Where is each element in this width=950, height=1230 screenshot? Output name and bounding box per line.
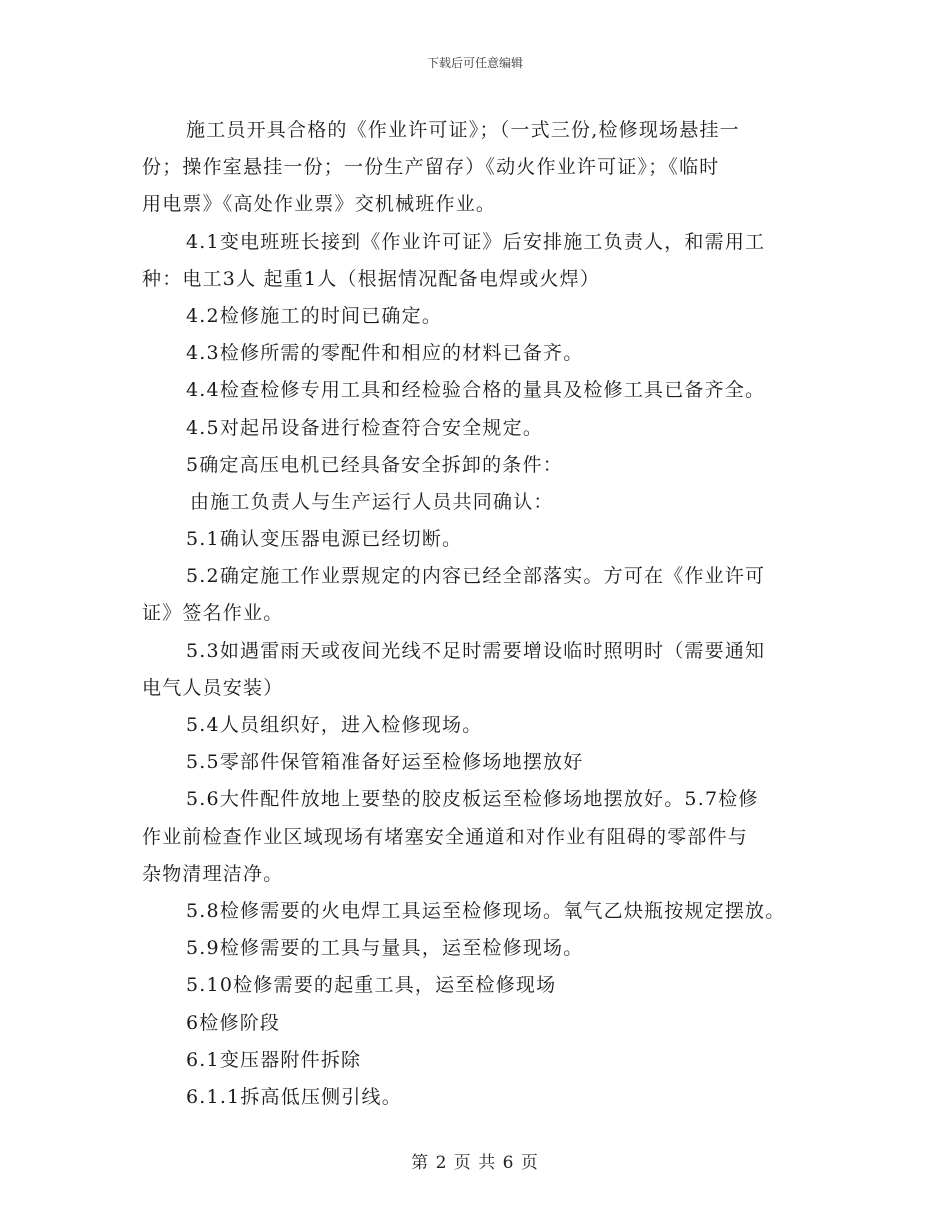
text-line: 6.1变压器附件拆除 xyxy=(186,1048,362,1071)
page-footer: 第 2 页 共 6 页 xyxy=(411,1153,539,1173)
text-line: 6检修阶段 xyxy=(186,1011,281,1034)
text-line: 4.3检修所需的零配件和相应的材料已备齐。 xyxy=(186,342,584,365)
text-line: 电气人员安装） xyxy=(142,676,284,699)
text-line: 5.6大件配件放地上要垫的胶皮板运至检修场地摆放好。5.7检修 xyxy=(186,788,759,811)
text-line: 由施工负责人与生产运行人员共同确认： xyxy=(190,490,554,513)
text-line: 5.9检修需要的工具与量具，运至检修现场。 xyxy=(186,937,584,960)
text-line: 用电票》《高处作业票》交机械班作业。 xyxy=(142,193,497,216)
text-line: 4.5对起吊设备进行检查符合安全规定。 xyxy=(186,416,544,439)
text-line: 作业前检查作业区域现场有堵塞安全通道和对作业有阻碍的零部件与 xyxy=(142,825,749,848)
text-line: 5.3如遇雷雨天或夜间光线不足时需要增设临时照明时（需要通知 xyxy=(186,639,766,662)
text-line: 5.8检修需要的火电焊工具运至检修现场。氧气乙炔瓶按规定摆放。 xyxy=(186,899,786,922)
text-line: 4.1变电班班长接到《作业许可证》后安排施工负责人，和需用工 xyxy=(186,230,766,253)
text-line: 证》签名作业。 xyxy=(142,602,284,625)
text-line: 5.1确认变压器电源已经切断。 xyxy=(186,528,463,551)
text-line: 5.10检修需要的起重工具，运至检修现场 xyxy=(186,974,557,997)
text-line: 施工员开具合格的《作业许可证》；（一式三份,检修现场悬挂一 xyxy=(186,119,740,141)
text-line: 5确定高压电机已经具备安全拆卸的条件： xyxy=(186,453,563,476)
text-line: 5.5零部件保管箱准备好运至检修场地摆放好 xyxy=(186,751,584,774)
text-line: 5.4人员组织好，进入检修现场。 xyxy=(186,714,483,736)
text-line: 6.1.1拆高低压侧引线。 xyxy=(186,1085,402,1108)
page-header: 下载后可任意编辑 xyxy=(426,56,523,70)
text-line: 杂物清理洁净。 xyxy=(142,862,284,885)
document-body xyxy=(142,112,822,1116)
text-line: 4.2检修施工的时间已确定。 xyxy=(186,304,443,327)
text-line: 种：电工3人 起重1人（根据情况配备电焊或火焊） xyxy=(142,267,601,290)
text-line: 5.2确定施工作业票规定的内容已经全部落实。方可在《作业许可 xyxy=(186,565,766,588)
text-line: 4.4检查检修专用工具和经检验合格的量具及检修工具已备齐全。 xyxy=(186,379,766,402)
text-line: 份；操作室悬挂一份；一份生产留存）《动火作业许可证》；《临时 xyxy=(142,156,720,179)
